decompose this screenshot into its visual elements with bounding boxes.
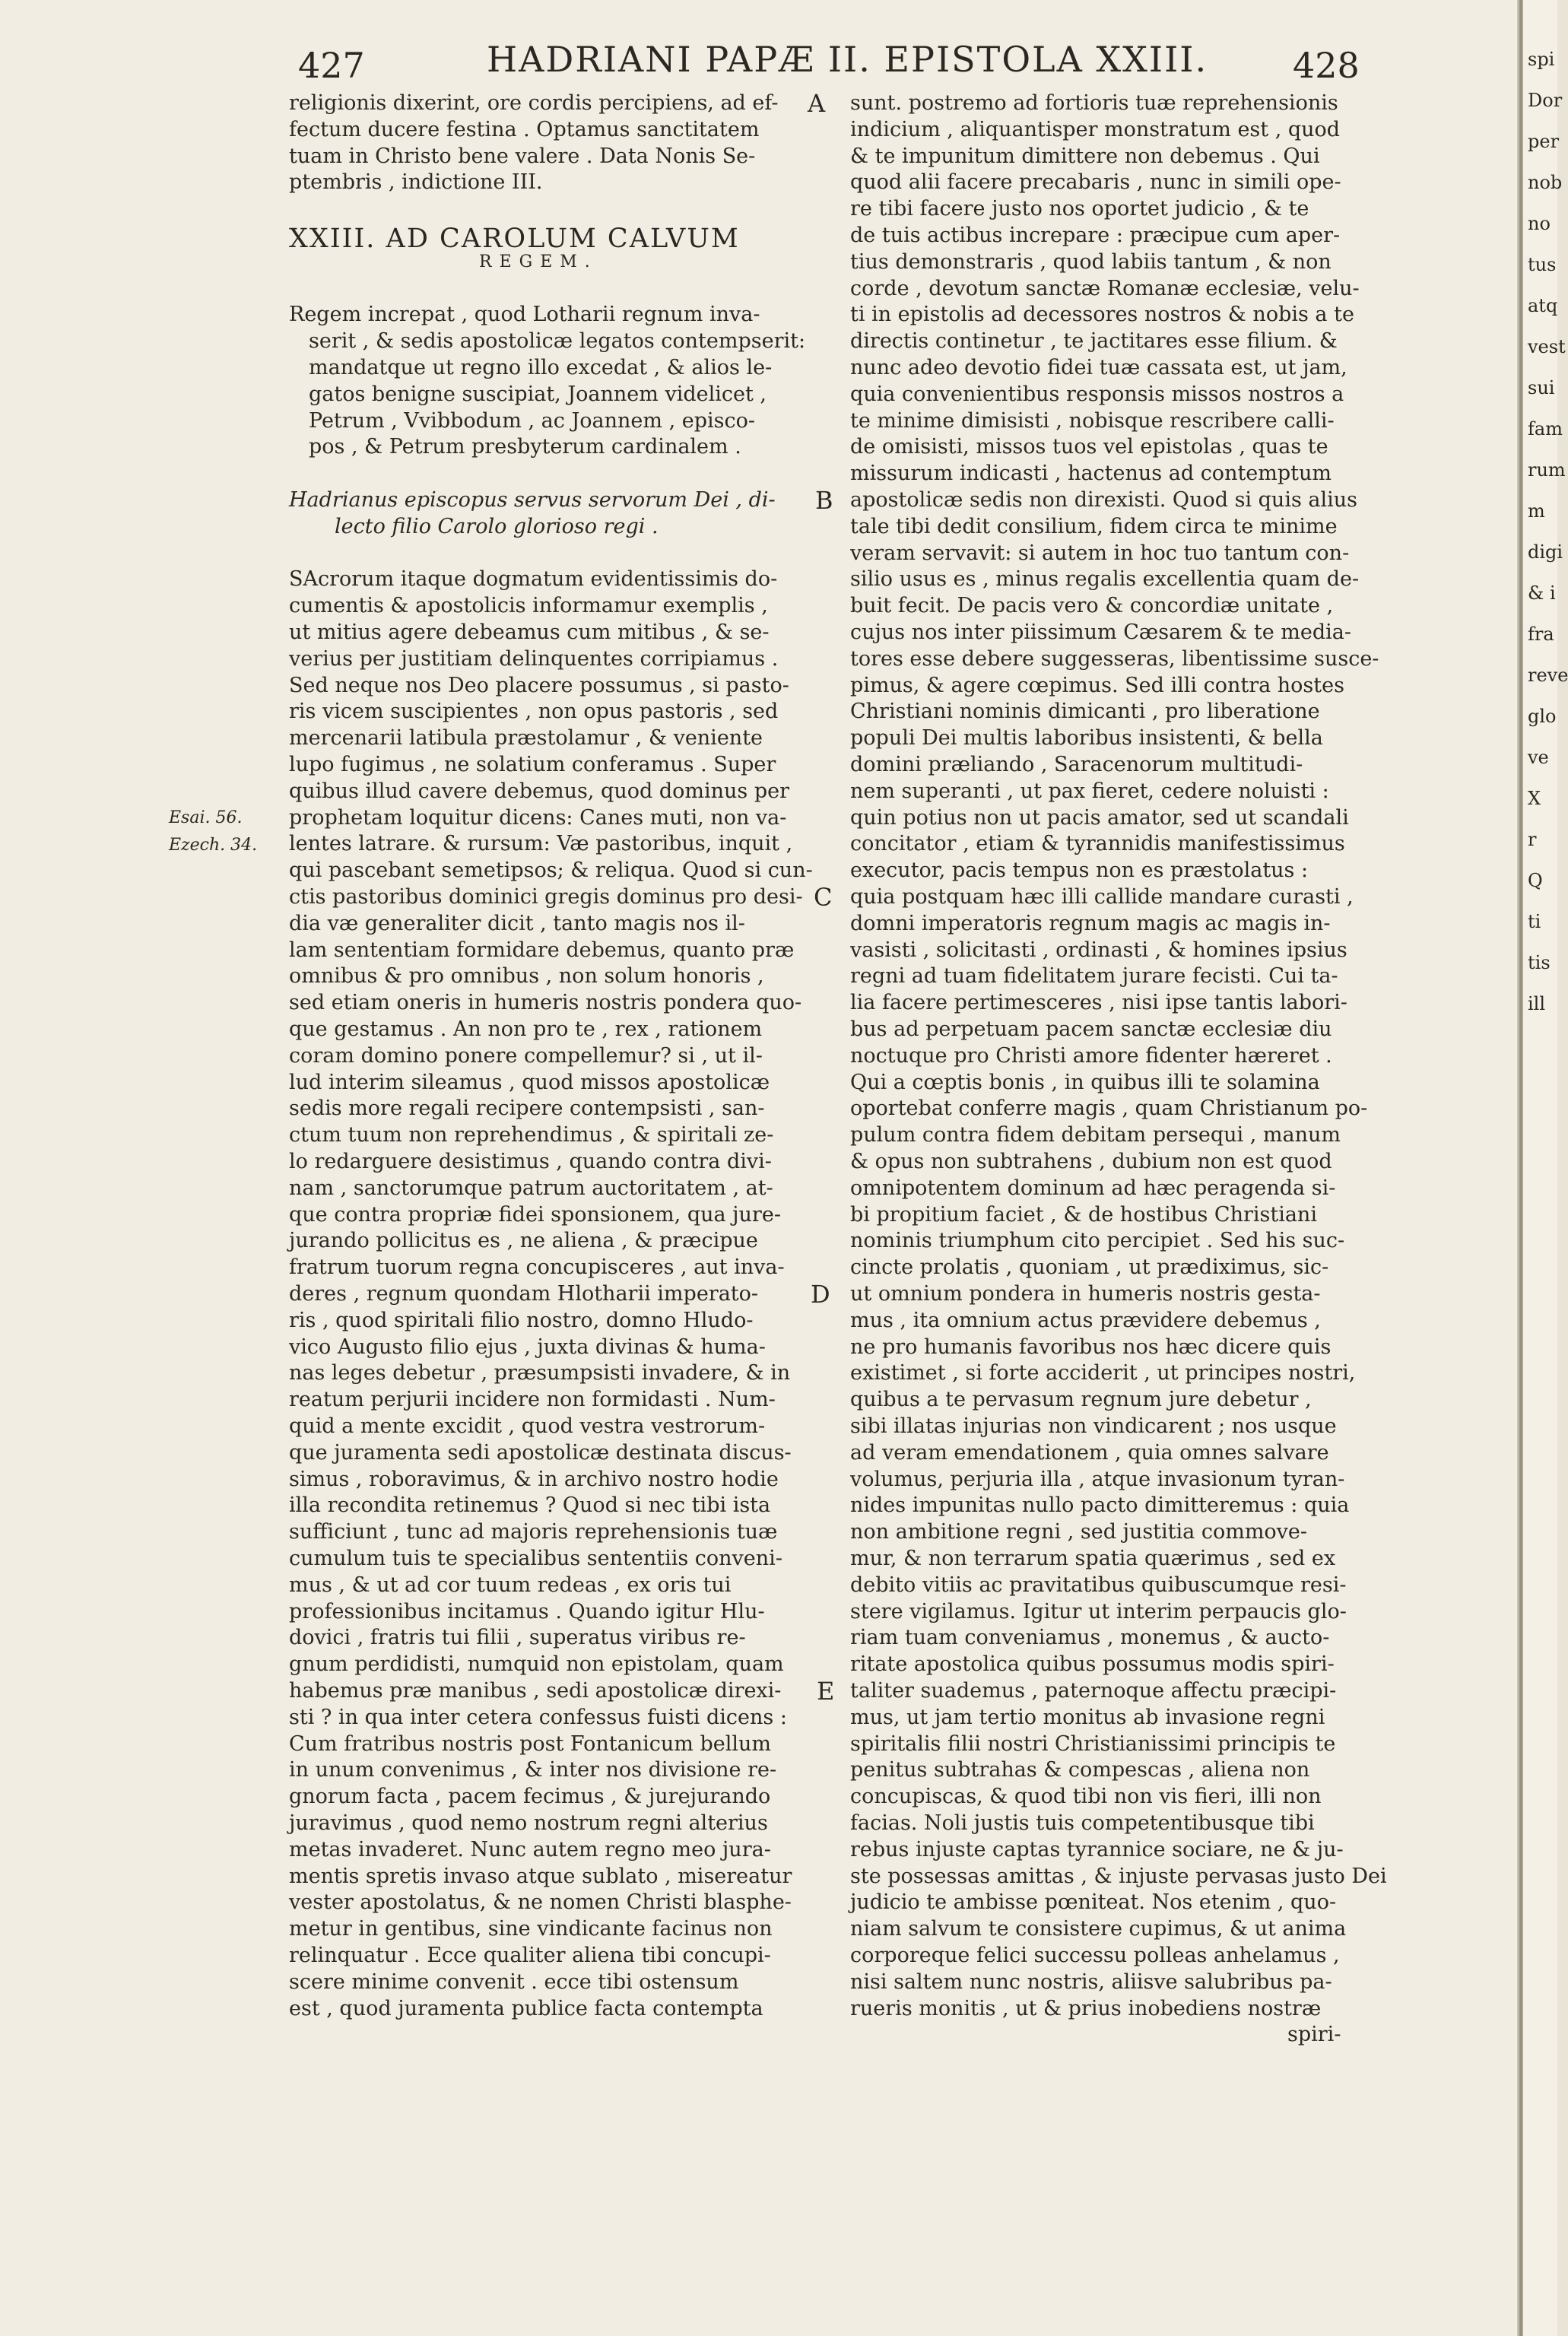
section-letter-d: D <box>811 1280 830 1309</box>
adjacent-page-fragment: sui <box>1528 377 1555 398</box>
adjacent-page-fragment: no <box>1528 213 1551 234</box>
left-column-line: qui pascebant semetipsos; & reliqua. Quod si cun- <box>289 859 813 883</box>
right-column-line: corporeque felici successu polleas anhelamus , <box>850 1944 1340 1967</box>
left-column-line: cumulum tuis te specialibus sententiis conveni- <box>289 1547 782 1570</box>
left-column-line: lud interim sileamus , quod missos apostolicæ <box>289 1070 770 1094</box>
right-column-line: tores esse debere suggesseras, libentissime susce- <box>850 646 1379 671</box>
left-column-line: SAcrorum itaque dogmatum evidentissimis do- <box>289 567 778 592</box>
left-column-line: metas invaderet. Nunc autem regno meo jura- <box>289 1837 771 1862</box>
left-column-line: est , quod juramenta publice facta contempta <box>289 1996 763 2020</box>
right-column-line: Christiani nominis dimicanti , pro liberatione <box>850 700 1320 724</box>
right-column-line: quod alii facere precabaris , nunc in simili ope- <box>850 170 1341 195</box>
left-column-line: gnum perdidisti, numquid non epistolam, quam <box>289 1652 784 1677</box>
adjacent-page-fragment: ve <box>1528 747 1549 768</box>
right-column-line: quibus a te pervasum regnum jure debetur , <box>850 1388 1312 1412</box>
right-column-line: sibi illatas injurias non vindicarent ; nos usque <box>850 1414 1337 1438</box>
left-column-line: religionis dixerint, ore cordis percipiens, ad ef- <box>289 91 779 115</box>
left-column-line: in unum convenimus , & inter nos divisione re- <box>289 1758 777 1782</box>
left-column-line: ctum tuum non reprehendimus , & spiritali ze- <box>289 1123 774 1147</box>
left-column-line: relinquatur . Ecce qualiter aliena tibi concupi- <box>289 1944 771 1967</box>
right-column-line: sunt. postremo ad fortioris tuæ reprehensionis <box>850 91 1338 115</box>
left-column-line: ctis pastoribus dominici gregis dominus pro desi- <box>289 885 803 909</box>
right-column-line: concitator , etiam & tyrannidis manifestissimus <box>850 832 1345 856</box>
right-column-line: volumus, perjuria illa , atque invasionum tyran- <box>850 1467 1345 1491</box>
left-column-line: que juramenta sedi apostolicæ destinata discus- <box>289 1440 792 1465</box>
left-column-line: sedis more regali recipere contempsisti , san- <box>289 1097 765 1121</box>
adjacent-page-fragment: nob <box>1528 172 1563 193</box>
left-column-line: mentis spretis invaso atque sublato , misereatur <box>289 1864 792 1888</box>
right-column-line: niam salvum te consistere cupimus, & ut anima <box>850 1917 1347 1941</box>
right-column-line: mus , ita omnium actus prævidere debemus , <box>850 1308 1321 1332</box>
right-column-line: rebus injuste captas tyrannice sociare, ne & ju- <box>850 1837 1344 1862</box>
adjacent-page-fragment: glo <box>1528 706 1557 727</box>
right-column-line: domini præliando , Saracenorum multitudi- <box>850 753 1303 776</box>
left-column-line: juravimus , quod nemo nostrum regni alterius <box>289 1811 768 1835</box>
catchword: spiri- <box>1287 2023 1341 2047</box>
left-column-line: sufficiunt , tunc ad majoris reprehensionis tuæ <box>289 1520 778 1544</box>
left-column-line: sed etiam oneris in humeris nostris pondera quo- <box>289 991 802 1015</box>
right-column-line: bus ad perpetuam pacem sanctæ ecclesiæ diu <box>850 1017 1332 1041</box>
right-column-line: penitus subtrahas & compescas , aliena non <box>850 1758 1310 1782</box>
left-column-line: Cum fratribus nostris post Fontanicum bellum <box>289 1731 771 1756</box>
section-letter-e: E <box>817 1677 835 1706</box>
right-column-line: apostolicæ sedis non direxisti. Quod si quis alius <box>850 488 1358 512</box>
left-column-line: deres , regnum quondam Hlotharii imperato- <box>289 1282 759 1306</box>
right-column-line: te minime dimisisti , nobisque rescribere calli- <box>850 408 1335 433</box>
left-column-line: reatum perjurii incidere non formidasti . Num- <box>289 1388 776 1412</box>
right-column-line: taliter suademus , paternoque affectu præcipi- <box>850 1679 1337 1703</box>
right-column-line: spiritalis filii nostri Christianissimi principis te <box>850 1731 1336 1756</box>
right-column-line: populi Dei multis laboribus insistenti, & bella <box>850 726 1323 751</box>
left-column-line: ut mitius agere debeamus cum mitibus , & se- <box>289 620 770 644</box>
left-column-line: ris vicem suscipientes , non opus pastoris , sed <box>289 700 779 724</box>
left-column-line: habemus præ manibus , sedi apostolicæ direxi- <box>289 1679 782 1703</box>
right-column-line: cincte prolatis , quoniam , ut prædiximus, sic- <box>850 1255 1329 1280</box>
left-column-line: ptembris , indictione III. <box>289 170 543 195</box>
right-column-line: & opus non subtrahens , dubium non est quod <box>850 1150 1332 1173</box>
right-column-line: mur, & non terrarum spatia quærimus , sed ex <box>850 1547 1336 1570</box>
right-column-line: debito vitiis ac pravitatibus quibuscumque resi- <box>850 1573 1347 1597</box>
left-column-line: prophetam loquitur dicens: Canes muti, non va- <box>289 805 787 830</box>
left-column-line: que contra propriæ fidei sponsionem, qua jure- <box>289 1202 781 1227</box>
left-column-line: metur in gentibus, sine vindicante facinus non <box>289 1917 773 1941</box>
right-column-line: buit fecit. De pacis vero & concordiæ unitate , <box>850 594 1334 618</box>
right-column-line: corde , devotum sanctæ Romanæ ecclesiæ, velu- <box>850 276 1360 300</box>
right-column-line: indicium , aliquantisper monstratum est , quod <box>850 117 1341 141</box>
salutation-line: lecto filio Carolo glorioso regi . <box>335 514 659 538</box>
section-letter-a: A <box>808 89 826 118</box>
section-letter-c: C <box>814 883 833 912</box>
adjacent-page-fragment: spi <box>1528 49 1555 70</box>
left-column-line: simus , roboravimus, & in archivo nostro hodie <box>289 1467 779 1491</box>
left-column-line: coram domino ponere compellemur? si , ut il- <box>289 1043 763 1068</box>
summary-line: mandatque ut regno illo excedat , & alios le- <box>309 356 773 379</box>
left-column-line: verius per justitiam delinquentes corripiamus . <box>289 646 779 671</box>
adjacent-page-fragment: vest <box>1528 336 1566 357</box>
right-column-line: nem superanti , ut pax fieret, cedere noluisti : <box>850 779 1329 803</box>
right-column-line: bi propitium faciet , & de hostibus Christiani <box>850 1202 1317 1227</box>
left-column-line: mus , & ut ad cor tuum redeas , ex oris tui <box>289 1573 732 1597</box>
right-column-line: ne pro humanis favoribus nos hæc dicere quis <box>850 1335 1332 1359</box>
left-column-line: vester apostolatus, & ne nomen Christi blasphe- <box>289 1890 792 1915</box>
right-column-line: quin potius non ut pacis amator, sed ut scandali <box>850 805 1349 830</box>
right-column-line: concupiscas, & quod tibi non vis fieri, illi non <box>850 1785 1322 1809</box>
right-column-line: nominis triumphum cito percipiet . Sed his suc- <box>850 1229 1345 1253</box>
left-column-line: sti ? in qua inter cetera confessus fuisti dicens : <box>289 1705 787 1729</box>
adjacent-page-fragment: r <box>1528 829 1537 850</box>
margin-note-ezech: Ezech. 34. <box>169 836 258 855</box>
right-column-line: nisi saltem nunc nostris, aliisve salubribus pa- <box>850 1969 1332 1994</box>
left-column-line: dia væ generaliter dicit , tanto magis nos il- <box>289 911 745 935</box>
adjacent-page-fragment: ti <box>1528 911 1541 932</box>
left-column-line: scere minime convenit . ecce tibi ostensum <box>289 1969 739 1994</box>
right-column-line: & te impunitum dimittere non debemus . Qui <box>850 144 1320 168</box>
right-column-line: domni imperatoris regnum magis ac magis in- <box>850 911 1331 935</box>
right-column-line: de tuis actibus increpare : præcipue cum aper- <box>850 224 1341 247</box>
right-column-line: ste possessas amittas , & injuste pervasas justo Dei <box>850 1864 1387 1888</box>
left-column-line: cumentis & apostolicis informamur exemplis , <box>289 594 768 618</box>
adjacent-page-fragment: X <box>1528 788 1541 809</box>
right-column-line: non ambitione regni , sed justitia commove- <box>850 1520 1308 1544</box>
left-column-line: professionibus incitamus . Quando igitur Hlu- <box>289 1599 765 1623</box>
left-column-line: vico Augusto filio ejus , juxta divinas & huma- <box>289 1335 766 1359</box>
left-column-line: quid a mente excidit , quod vestra vestrorum- <box>289 1414 766 1438</box>
left-column-line: quibus illud cavere debemus, quod dominus per <box>289 779 789 803</box>
right-column-line: judicio te ambisse pœniteat. Nos etenim , quo- <box>850 1890 1337 1915</box>
left-column-line: dovici , fratris tui filii , superatus viribus re- <box>289 1626 746 1650</box>
right-column-line: vasisti , solicitasti , ordinasti , & homines ipsius <box>850 938 1347 962</box>
adjacent-page-fragment: m <box>1528 500 1545 522</box>
right-column-line: ut omnium pondera in humeris nostris gesta- <box>850 1282 1321 1306</box>
right-column-line: mus, ut jam tertio monitus ab invasione regni <box>850 1705 1325 1729</box>
right-column-line: quia postquam hæc illi callide mandare curasti , <box>850 885 1354 909</box>
salutation-line: Hadrianus episcopus servus servorum Dei , di- <box>289 488 776 512</box>
right-column-line: tius demonstraris , quod labiis tantum , & non <box>850 249 1332 274</box>
running-header: HADRIANI PAPÆ II. EPISTOLA XXIII. <box>487 39 1208 80</box>
adjacent-page-fragment: per <box>1528 131 1560 152</box>
adjacent-page-fragment: rum <box>1528 459 1566 481</box>
right-column-line: stere vigilamus. Igitur ut interim perpaucis glo- <box>850 1599 1347 1623</box>
summary-line: pos , & Petrum presbyterum cardinalem . <box>309 435 741 459</box>
adjacent-page-fragment: digi <box>1528 541 1563 563</box>
left-column-line: jurando pollicitus es , ne aliena , & præcipue <box>289 1229 758 1253</box>
left-column-line: nam , sanctorumque patrum auctoritatem , at- <box>289 1176 773 1200</box>
right-column-line: lia facere pertimesceres , nisi ipse tantis labori- <box>850 991 1347 1015</box>
right-column-line: quia convenientibus responsis missos nostros a <box>850 382 1344 406</box>
right-column-line: omnipotentem dominum ad hæc peragenda si- <box>850 1176 1336 1200</box>
margin-note-esai: Esai. 56. <box>169 808 243 827</box>
left-column-line: gnorum facta , pacem fecimus , & jurejurando <box>289 1785 771 1809</box>
right-column-line: tale tibi dedit consilium, fidem circa te minime <box>850 514 1338 538</box>
left-column-line: lupo fugimus , ne solatium conferamus . Super <box>289 753 776 776</box>
summary-line: serit , & sedis apostolicæ legatos contempserit: <box>309 329 806 354</box>
right-column-line: cujus nos inter piissimum Cæsarem & te media- <box>850 620 1352 644</box>
right-column-line: executor, pacis tempus non es præstolatus : <box>850 859 1309 883</box>
left-column-line: lentes latrare. & rursum: Væ pastoribus, inquit , <box>289 832 793 856</box>
right-column-line: veram servavit: si autem in hoc tuo tantum con- <box>850 541 1350 565</box>
right-column-line: nides impunitas nullo pacto dimitteremus : quia <box>850 1493 1350 1518</box>
adjacent-page-fragment: tis <box>1528 952 1551 973</box>
section-letter-b: B <box>815 486 833 515</box>
right-column-line: silio usus es , minus regalis excellentia quam de- <box>850 567 1360 592</box>
left-column-line: que gestamus . An non pro te , rex , rationem <box>289 1017 763 1041</box>
right-column-line: oportebat conferre magis , quam Christianum po- <box>850 1097 1368 1121</box>
right-column-line: ti in epistolis ad decessores nostros & nobis a te <box>850 303 1354 327</box>
summary-line: gatos benigne suscipiat, Joannem videlicet , <box>309 382 767 406</box>
letter-title: XXIII. AD CAROLUM CALVUM <box>289 224 740 254</box>
left-column-line: fratrum tuorum regna concupisceres , aut inva- <box>289 1255 785 1280</box>
right-column-line: re tibi facere justo nos oportet judicio , & te <box>850 197 1309 221</box>
right-column-line: noctuque pro Christi amore fidenter hæreret . <box>850 1043 1332 1068</box>
left-column-line: lo redarguere desistimus , quando contra divi- <box>289 1150 772 1173</box>
left-column-line: nas leges debetur , præsumpsisti invadere, & in <box>289 1361 791 1385</box>
right-column-line: existimet , si forte acciderit , ut principes nostri, <box>850 1361 1356 1385</box>
summary-line: Petrum , Vvibbodum , ac Joannem , episco- <box>309 408 755 433</box>
right-column-line: de omisisti, missos tuos vel epistolas , quas te <box>850 435 1328 459</box>
left-column-line: omnibus & pro omnibus , non solum honoris , <box>289 964 764 989</box>
left-column-line: lam sententiam formidare debemus, quanto præ <box>289 938 795 962</box>
left-column-line: mercenarii latibula præstolamur , & veniente <box>289 726 763 751</box>
left-page-number: 427 <box>298 45 365 86</box>
right-column-line: ad veram emendationem , quia omnes salvare <box>850 1440 1329 1465</box>
right-column-line: rueris monitis , ut & prius inobediens nostræ <box>850 1996 1322 2020</box>
left-column-line: ris , quod spiritali filio nostro, domno Hludo- <box>289 1308 754 1332</box>
right-column-line: regni ad tuam fidelitatem jurare fecisti. Cui ta- <box>850 964 1338 989</box>
adjacent-page-fragment: atq <box>1528 295 1558 316</box>
adjacent-page-fragment: Dor <box>1528 90 1563 111</box>
left-column-line: tuam in Christo bene valere . Data Nonis Se- <box>289 144 756 168</box>
right-column-line: pulum contra fidem debitam persequi , manum <box>850 1123 1341 1147</box>
adjacent-page-fragment: Q <box>1528 870 1543 891</box>
right-page-number: 428 <box>1293 45 1360 86</box>
right-column-line: nunc adeo devotio fidei tuæ cassata est, ut jam, <box>850 356 1347 379</box>
right-column-line: missurum indicasti , hactenus ad contemptum <box>850 462 1332 486</box>
right-column-line: pimus, & agere cœpimus. Sed illi contra hostes <box>850 673 1344 697</box>
adjacent-page-fragment: ill <box>1528 993 1546 1014</box>
left-column-line: fectum ducere festina . Optamus sanctitatem <box>289 117 760 141</box>
adjacent-page-fragment: & i <box>1528 582 1556 604</box>
left-column-line: Sed neque nos Deo placere possumus , si pasto- <box>289 673 789 697</box>
left-column-line: illa recondita retinemus ? Quod si nec tibi ista <box>289 1493 771 1518</box>
letter-title-sub: REGEM. <box>479 252 598 271</box>
summary-line: Regem increpat , quod Lotharii regnum inva- <box>289 303 760 327</box>
right-column-line: facias. Noli justis tuis competentibusque tibi <box>850 1811 1315 1835</box>
adjacent-page-fragment: tus <box>1528 254 1557 275</box>
adjacent-page-fragment: fam <box>1528 418 1563 440</box>
adjacent-page-fragment: reve <box>1528 665 1568 686</box>
right-column-line: Qui a cœptis bonis , in quibus illi te solamina <box>850 1070 1320 1094</box>
right-column-line: riam tuam conveniamus , monemus , & aucto- <box>850 1626 1330 1650</box>
adjacent-page-edge <box>1523 0 1568 2336</box>
right-column-line: ritate apostolica quibus possumus modis spiri- <box>850 1652 1335 1677</box>
adjacent-page-fragment: fra <box>1528 624 1554 645</box>
right-column-line: directis continetur , te jactitares esse filium. & <box>850 329 1338 354</box>
